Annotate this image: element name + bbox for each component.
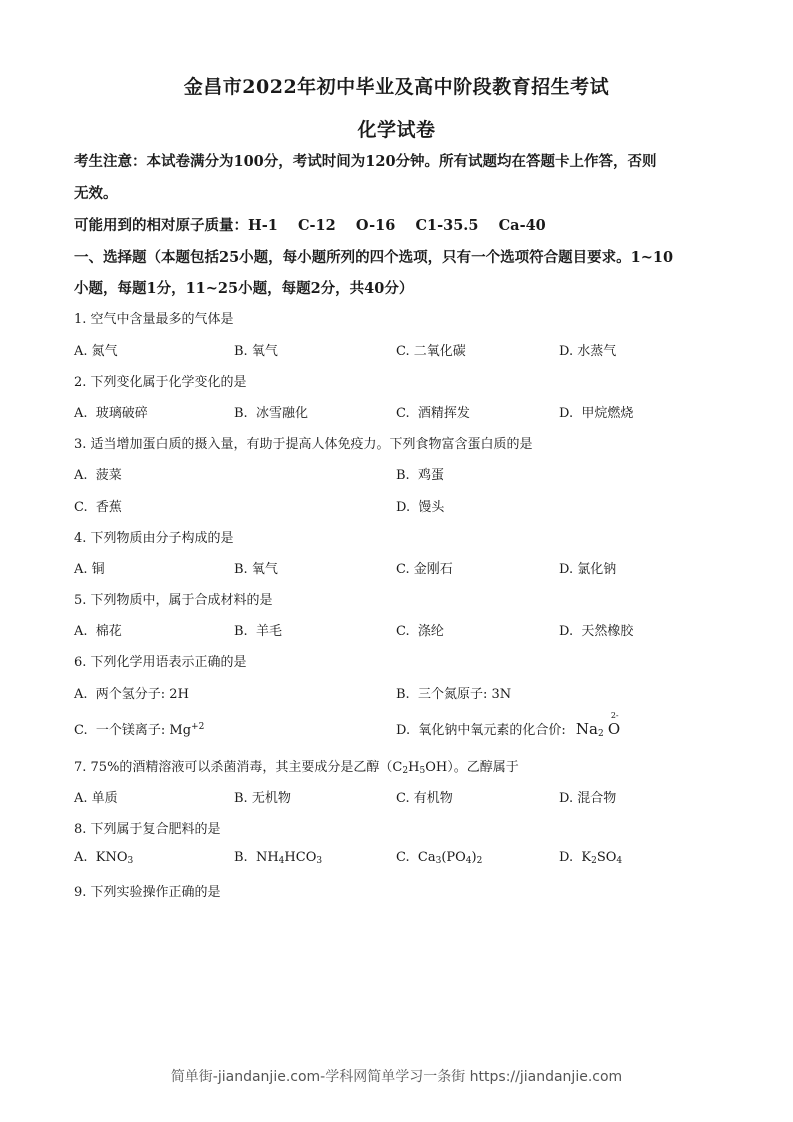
notice-line-2: 无效。 xyxy=(74,185,118,202)
question-1-option-c: C. 二氧化碳 xyxy=(396,344,466,359)
footer-watermark: 简单街-jiandanjie.com-学科网简单学习一条街 https://jiandanjie.com xyxy=(170,1069,623,1085)
oxygen-with-valence: 2- O xyxy=(607,711,621,738)
question-8-option-a: A. $KNO_3$ xyxy=(74,850,134,866)
sodium-oxide-formula: $Na_2$ 2- O xyxy=(575,711,621,739)
question-4-option-b: B. 氧气 xyxy=(234,562,278,577)
section-heading-line-1: 一、选择题（本题包括25小题，每小题所列的四个选项，只有一个选项符合题目要求。1~10 xyxy=(74,249,674,266)
question-5-option-c: C. 涤纶 xyxy=(396,624,444,639)
question-6-option-a: A. 两个氢分子: 2H xyxy=(74,687,189,702)
question-5-option-d: D. 天然橡胶 xyxy=(559,624,634,639)
notice-line-1: 考生注意：本试卷满分为100分，考试时间为120分钟。所有试题均在答题卡上作答，否则 xyxy=(74,153,657,170)
question-2-option-a: A. 玻璃破碎 xyxy=(74,406,148,421)
question-8-stem: 8. 下列属于复合肥料的是 xyxy=(74,822,221,837)
question-6-option-c xyxy=(74,719,204,738)
question-3-option-d: D. 馒头 xyxy=(396,500,445,515)
question-7-option-a: A. 单质 xyxy=(74,791,118,806)
question-1-stem: 1. 空气中含量最多的气体是 xyxy=(74,312,234,327)
question-9-stem: 9. 下列实验操作正确的是 xyxy=(74,885,221,900)
question-8-option-c: C. $Ca_3(PO_4)_2$ xyxy=(396,850,483,866)
question-1-option-a: A. 氮气 xyxy=(74,344,118,359)
question-2-option-d: D. 甲烷燃烧 xyxy=(559,406,634,421)
question-5-option-a: A. 棉花 xyxy=(74,624,122,639)
exam-subtitle: 化学试卷 xyxy=(357,119,436,141)
atomic-masses: 可能用到的相对原子质量：H-1 C-12 O-16 C1-35.5 Ca-40 xyxy=(74,217,546,234)
question-8-option-b: B. $NH_4HCO_3$ xyxy=(234,850,323,866)
question-4-option-d: D. 氯化钠 xyxy=(559,562,617,577)
question-7-stem: 7. 75%的酒精溶液可以杀菌消毒，其主要成分是乙醇$(C_2H_5OH)$。乙醇属于 xyxy=(74,760,519,776)
question-6-stem: 6. 下列化学用语表示正确的是 xyxy=(74,655,247,670)
question-4-stem: 4. 下列物质由分子构成的是 xyxy=(74,531,234,546)
exam-title: 金昌市2022年初中毕业及高中阶段教育招生考试 xyxy=(183,76,610,98)
question-5-option-b: B. 羊毛 xyxy=(234,624,282,639)
question-2-option-b: B. 冰雪融化 xyxy=(234,406,308,421)
question-1-option-d: D. 水蒸气 xyxy=(559,344,617,359)
charge-superscript: +2 xyxy=(191,722,205,732)
question-7-option-b: B. 无机物 xyxy=(234,791,291,806)
question-4-option-a: A. 铜 xyxy=(74,562,105,577)
question-7-option-d: D. 混合物 xyxy=(559,791,617,806)
question-6-option-b: B. 三个氮原子: 3N xyxy=(396,687,512,702)
section-heading-line-2: 小题，每题1分，11~25小题，每题2分，共40分） xyxy=(74,280,414,297)
question-8-option-d: D. $K_2SO_4$ xyxy=(559,850,623,866)
question-2-stem: 2. 下列变化属于化学变化的是 xyxy=(74,375,247,390)
question-1-option-b: B. 氧气 xyxy=(234,344,278,359)
option-text: C. 一个镁离子: Mg xyxy=(74,723,192,738)
question-3-option-a: A. 菠菜 xyxy=(74,468,122,483)
question-3-stem: 3. 适当增加蛋白质的摄入量，有助于提高人体免疫力。下列食物富含蛋白质的是 xyxy=(74,437,533,452)
question-5-stem: 5. 下列物质中，属于合成材料的是 xyxy=(74,593,273,608)
option-text: D. 氧化钠中氧元素的化合价: xyxy=(396,723,566,738)
question-3-option-c: C. 香蕉 xyxy=(74,500,122,515)
question-6-option-d xyxy=(396,711,621,739)
question-3-option-b: B. 鸡蛋 xyxy=(396,468,444,483)
question-4-option-c: C. 金刚石 xyxy=(396,562,453,577)
question-2-option-c: C. 酒精挥发 xyxy=(396,406,470,421)
question-7-option-c: C. 有机物 xyxy=(396,791,453,806)
